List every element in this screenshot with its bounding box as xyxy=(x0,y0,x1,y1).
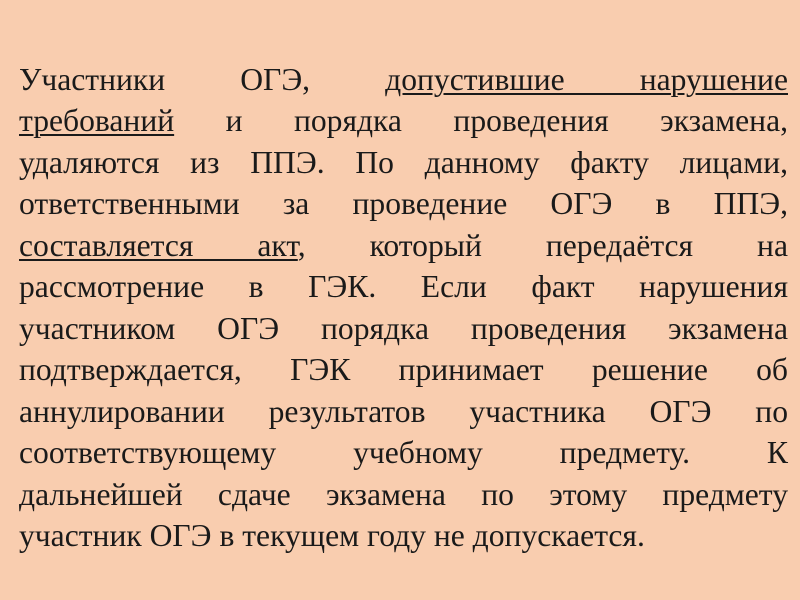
text-segment: удаляются из ППЭ. По данному факту лицами, xyxy=(19,144,788,180)
text-line xyxy=(19,183,788,224)
text-line xyxy=(19,225,788,266)
text-line xyxy=(19,515,788,556)
text-segment: соответствующему учебному предмету. К xyxy=(19,435,788,471)
text-line xyxy=(19,391,788,432)
text-segment: ответственными за проведение ОГЭ в ППЭ, xyxy=(19,186,788,222)
text-segment: участником ОГЭ порядка проведения экзамена xyxy=(19,310,788,346)
text-segment: дальнейшей сдаче экзамена по этому предмету xyxy=(19,476,788,512)
text-segment: участник ОГЭ в текущем году не допускается. xyxy=(19,517,645,553)
text-segment: подтверждается, ГЭК принимает решение об xyxy=(19,352,788,388)
text-line xyxy=(19,100,788,141)
text-line xyxy=(19,432,788,473)
text-segment: , который передаётся на xyxy=(297,227,788,263)
text-segment: Участники ОГЭ, xyxy=(19,62,386,97)
rules-paragraph xyxy=(19,59,788,556)
text-line xyxy=(19,308,788,349)
text-segment: рассмотрение в ГЭК. Если факт нарушения xyxy=(19,269,788,305)
text-line xyxy=(19,349,788,390)
underlined-phrase: требований xyxy=(19,103,175,139)
text-line xyxy=(19,142,788,183)
text-segment: и порядка проведения экзамена, xyxy=(174,103,788,139)
text-line xyxy=(19,474,788,515)
underlined-phrase: составляется акт xyxy=(19,227,298,263)
underlined-phrase: допустившие нарушение xyxy=(385,62,788,97)
text-segment: аннулировании результатов участника ОГЭ по xyxy=(19,393,788,429)
text-line xyxy=(19,266,788,307)
text-line xyxy=(19,59,788,100)
